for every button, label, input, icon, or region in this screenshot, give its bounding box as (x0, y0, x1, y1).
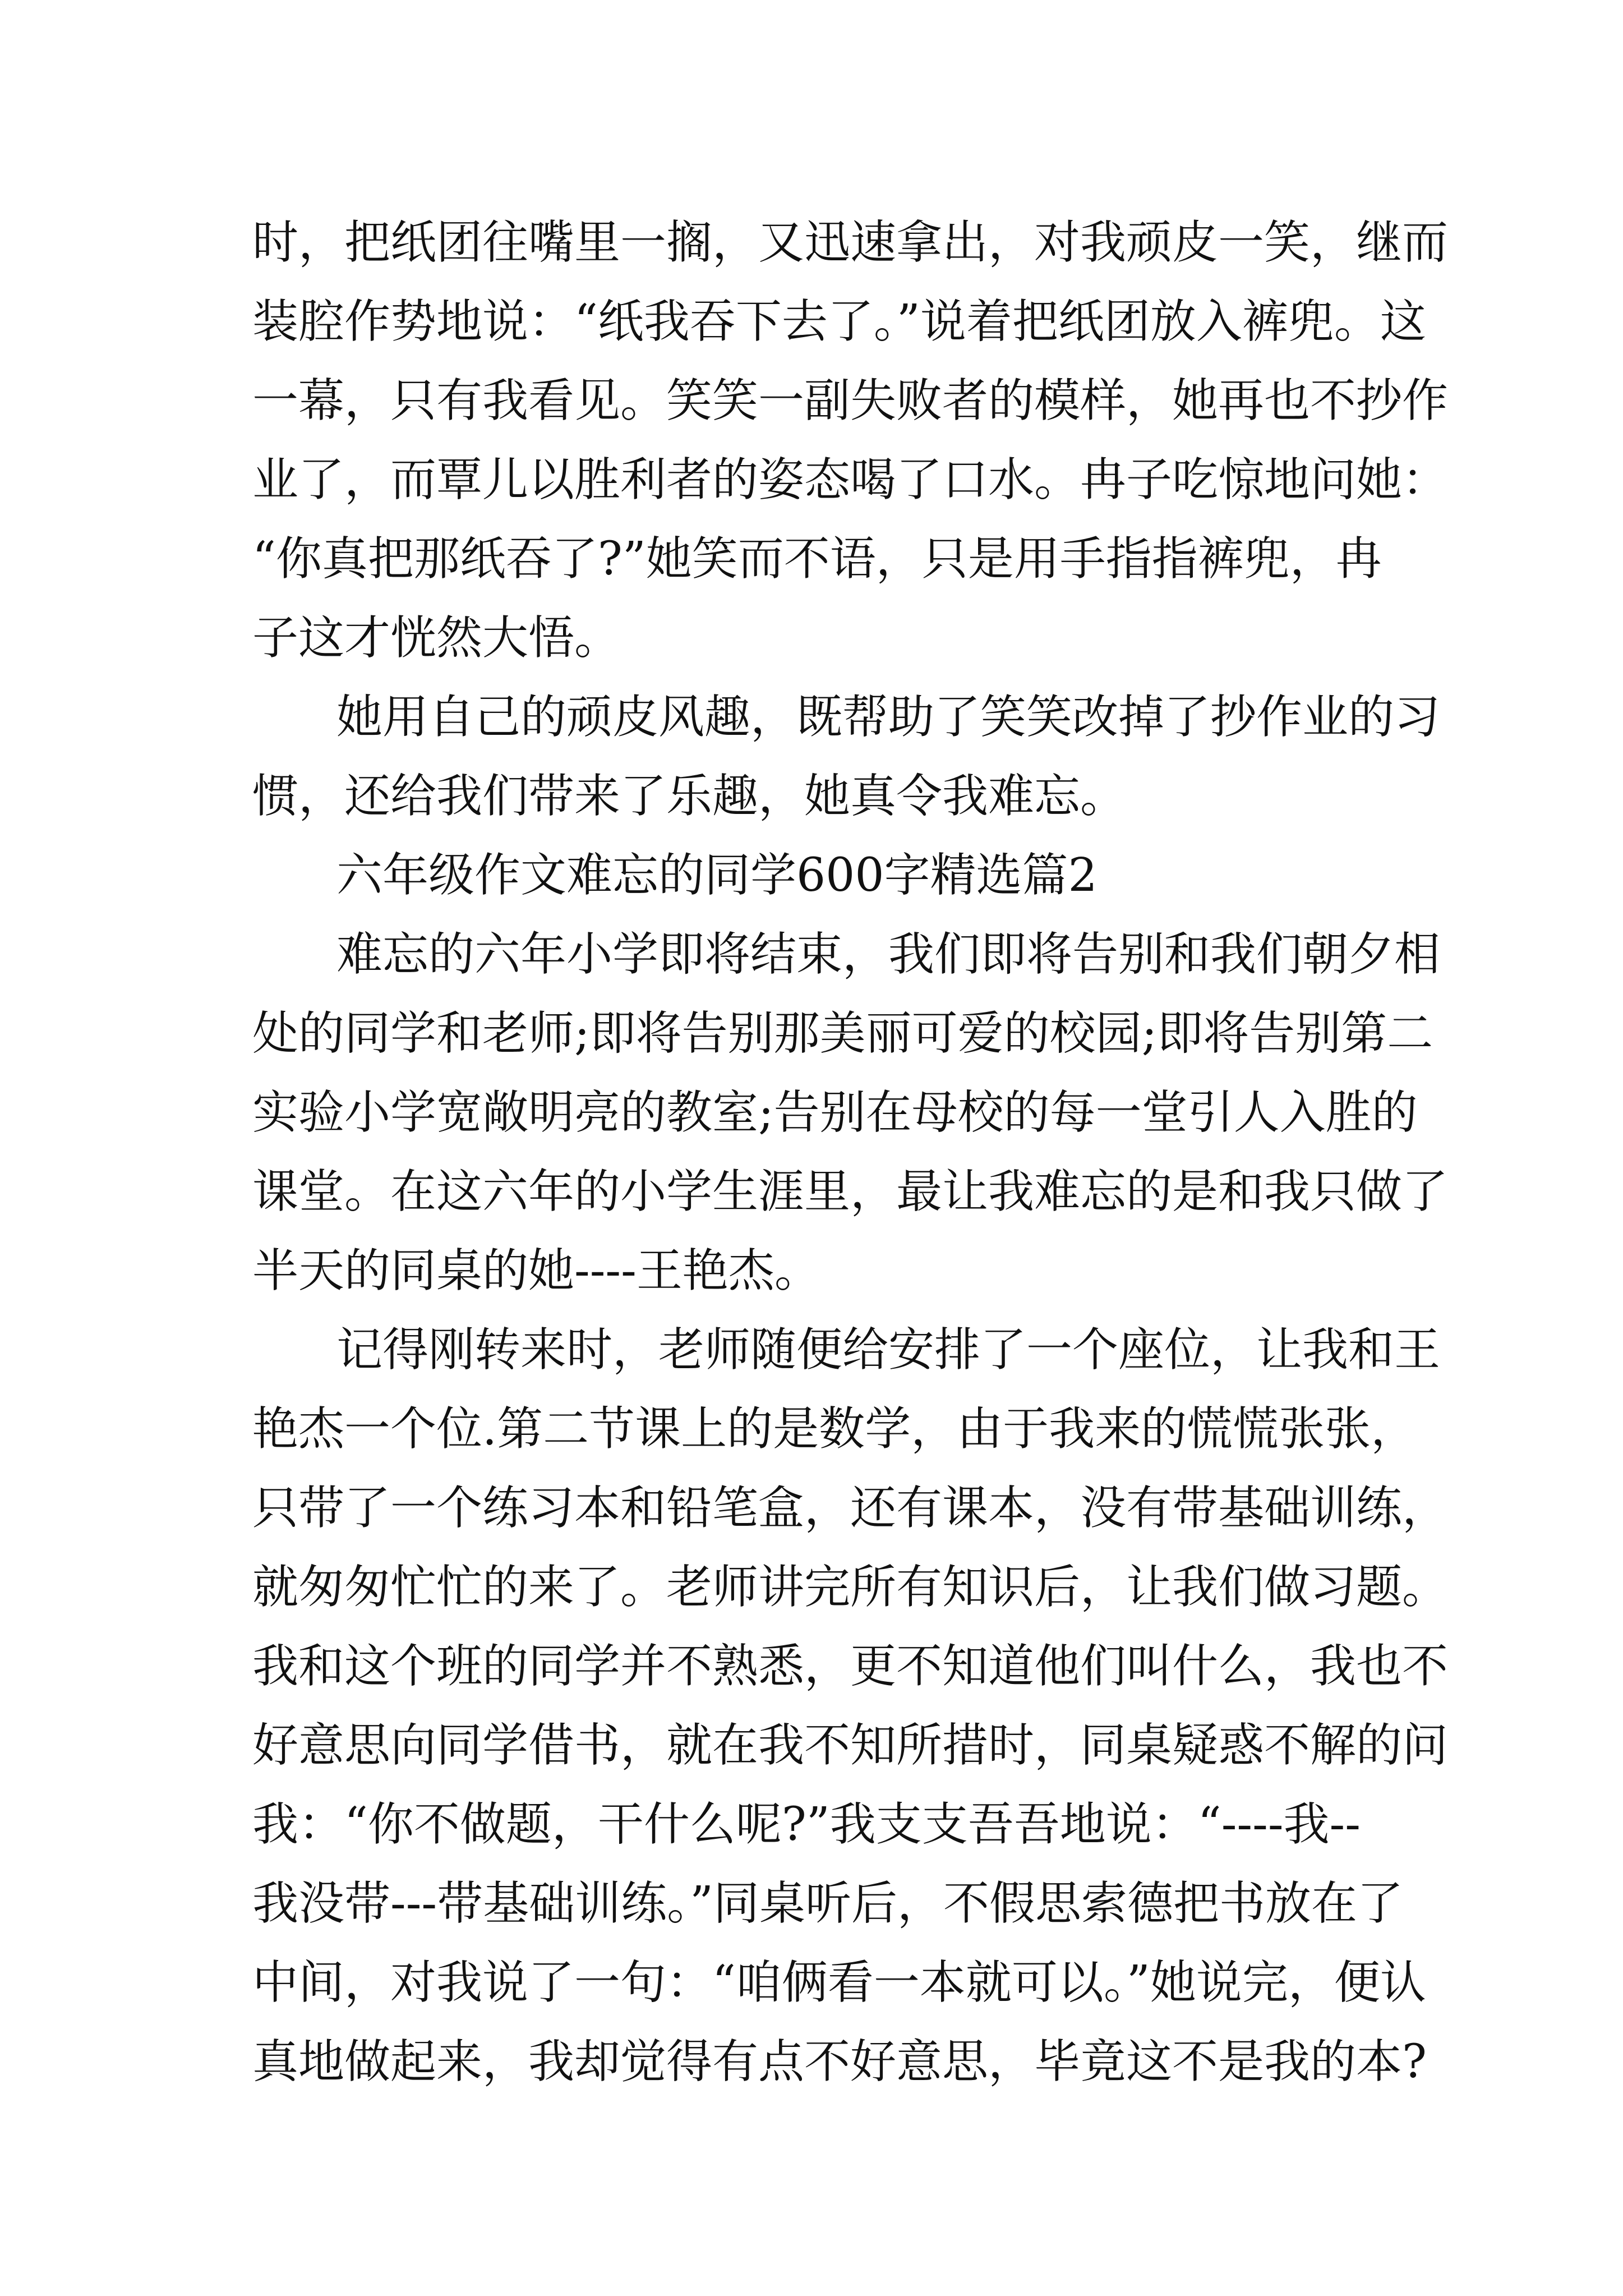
text-line: 好意思向同学借书，就在我不知所措时，同桌疑惑不解的问 (252, 1719, 1449, 1772)
text-line: 实验小学宽敞明亮的教室;告别在母校的每一堂引人入胜的 (252, 1086, 1418, 1139)
text-line: 课堂。在这六年的小学生涯里，最让我难忘的是和我只做了 (252, 1165, 1449, 1218)
section-heading: 六年级作文难忘的同学600字精选篇2 (336, 849, 1098, 902)
text-line: 时，把纸团往嘴里一搁，又迅速拿出，对我顽皮一笑，继而 (252, 216, 1449, 269)
text-line: 处的同学和老师;即将告别那美丽可爱的校园;即将告别第二 (252, 1007, 1433, 1060)
text-line: 惯，还给我们带来了乐趣，她真令我难忘。 (252, 770, 1127, 823)
text-line: 我没带---带基础训练。”同桌听后，不假思索德把书放在了 (252, 1877, 1404, 1930)
text-line: 半天的同桌的她----王艳杰。 (252, 1244, 820, 1297)
text-line: 艳杰一个位.第二节课上的是数学，由于我来的慌慌张张， (252, 1402, 1417, 1456)
text-line: 我：“你不做题，干什么呢?”我支支吾吾地说：“----我-- (252, 1798, 1361, 1851)
text-line: “你真把那纸吞了?”她笑而不语，只是用手指指裤兜，冉 (252, 532, 1382, 586)
text-line: 只带了一个练习本和铅笔盒，还有课本，没有带基础训练， (252, 1481, 1449, 1535)
text-line: 装腔作势地说：“纸我吞下去了。”说着把纸团放入裤兜。这 (252, 295, 1426, 348)
text-line: 业了，而覃儿以胜利者的姿态喝了口水。冉子吃惊地问她： (252, 453, 1449, 507)
text-line: 一幕，只有我看见。笑笑一副失败者的模样，她再也不抄作 (252, 374, 1449, 427)
text-line: 我和这个班的同学并不熟悉，更不知道他们叫什么，我也不 (252, 1640, 1449, 1693)
text-line: 真地做起来，我却觉得有点不好意思，毕竟这不是我的本? (252, 2035, 1427, 2088)
paragraph-start-line: 难忘的六年小学即将结束，我们即将告别和我们朝夕相 (336, 928, 1441, 981)
text-line: 子这才恍然大悟。 (252, 611, 621, 665)
text-line: 就匆匆忙忙的来了。老师讲完所有知识后，让我们做习题。 (252, 1561, 1449, 1614)
paragraph-start-line: 记得刚转来时，老师随便给安排了一个座位，让我和王 (336, 1323, 1441, 1377)
paragraph-start-line: 她用自己的顽皮风趣，既帮助了笑笑改掉了抄作业的习 (336, 691, 1441, 744)
text-line: 中间，对我说了一句：“咱俩看一本就可以。”她说完，便认 (252, 1956, 1426, 2009)
